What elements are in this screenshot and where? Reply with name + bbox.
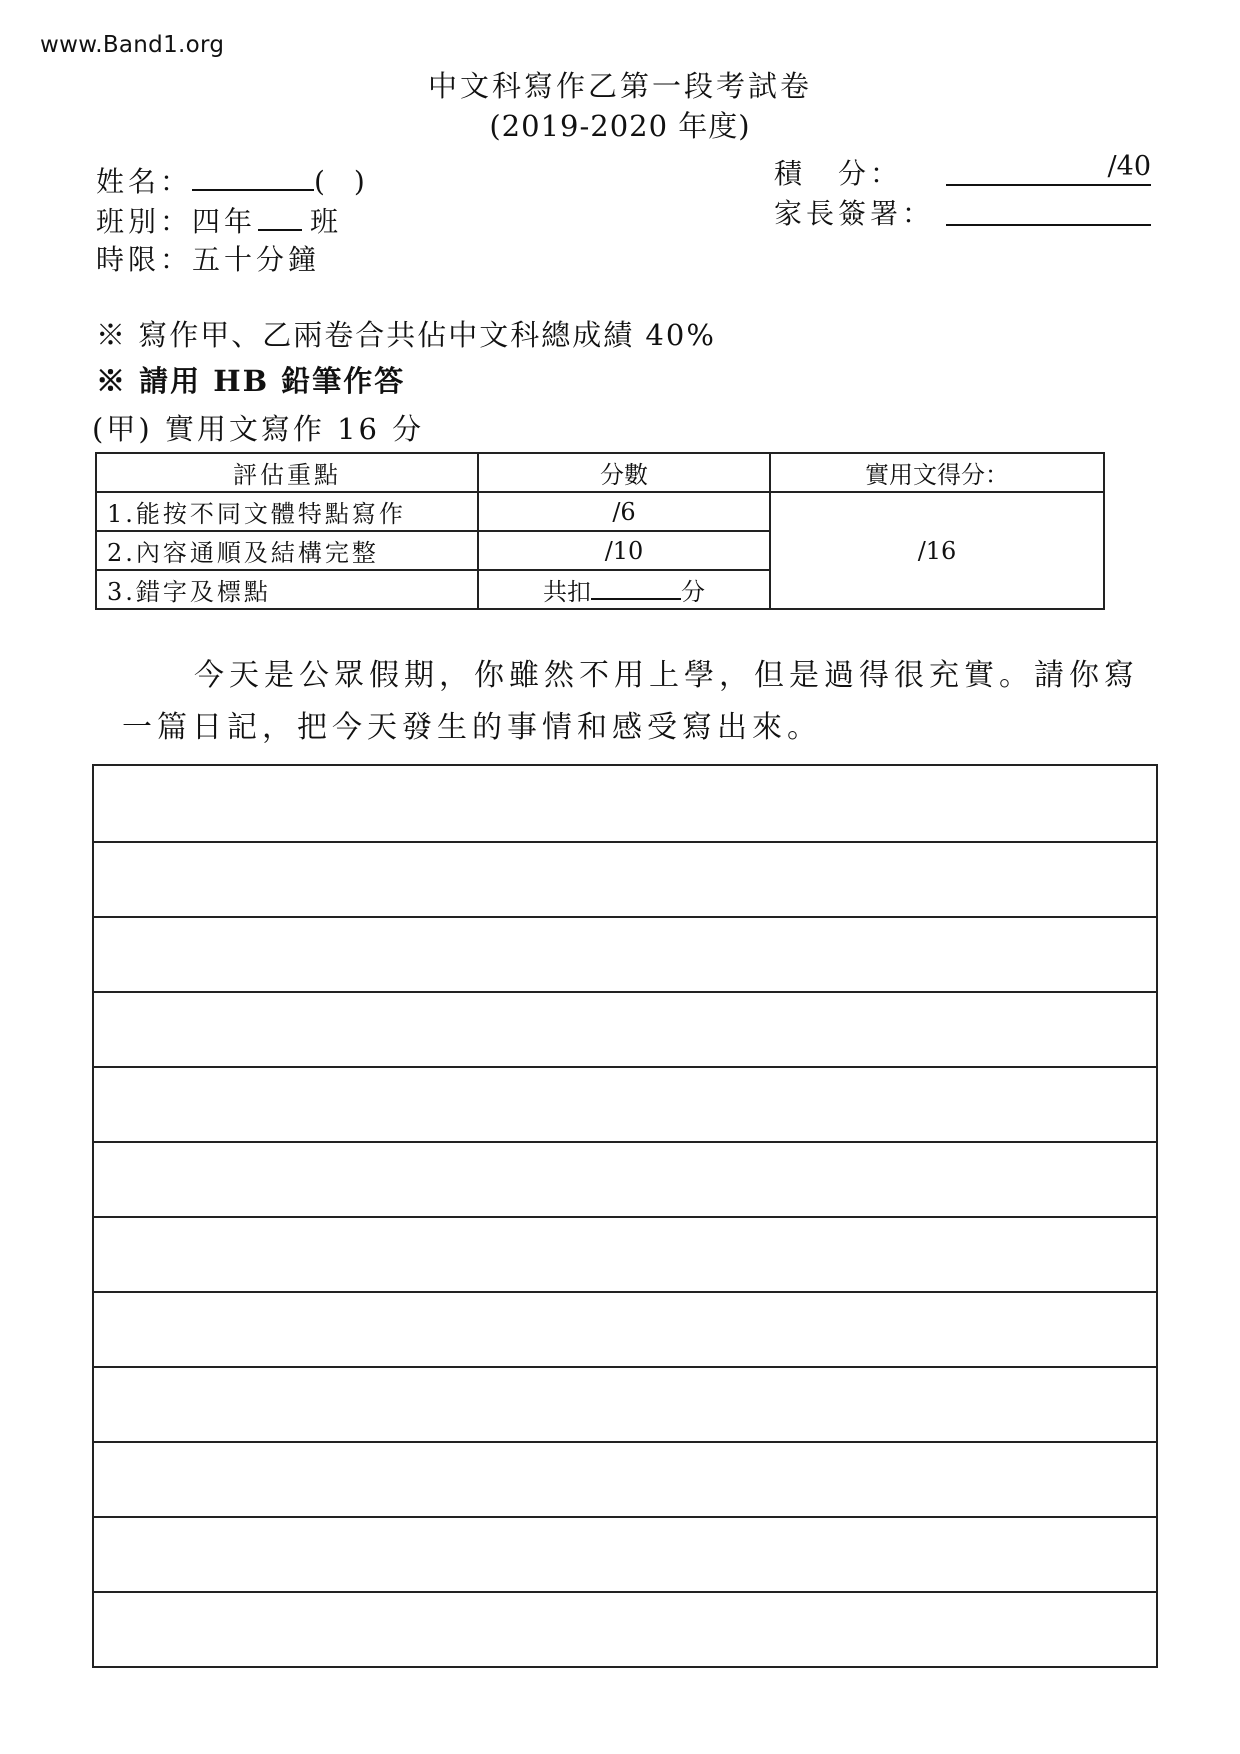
writing-line bbox=[94, 1441, 1156, 1443]
weighting-note: ※ 寫作甲、乙兩卷合共佔中文科總成績 40% bbox=[96, 318, 716, 352]
writing-line bbox=[94, 1291, 1156, 1293]
writing-line bbox=[94, 1591, 1156, 1593]
time-limit: 時限：五十分鐘 bbox=[96, 243, 321, 276]
rubric-criteria: 3.錯字及標點 bbox=[96, 570, 478, 609]
rubric-header-criteria: 評估重點 bbox=[96, 453, 478, 492]
section-heading: (甲) 實用文寫作 16 分 bbox=[92, 412, 425, 446]
deduction-suffix: 分 bbox=[681, 578, 705, 606]
writing-line bbox=[94, 1516, 1156, 1518]
writing-line bbox=[94, 841, 1156, 843]
score-label: 積 分： bbox=[774, 157, 903, 190]
writing-line bbox=[94, 1366, 1156, 1368]
rubric-score: /6 bbox=[478, 492, 770, 531]
writing-area[interactable] bbox=[92, 764, 1158, 1668]
writing-line bbox=[94, 991, 1156, 993]
prompt-line-1: 今天是公眾假期，你雖然不用上學，但是過得很充實。請你寫 bbox=[194, 658, 1139, 693]
name-label: 姓名： bbox=[96, 165, 193, 198]
writing-line bbox=[94, 1141, 1156, 1143]
prompt-line-2: 一篇日記，把今天發生的事情和感受寫出來。 bbox=[122, 710, 822, 745]
parent-signature-field[interactable] bbox=[946, 190, 1151, 226]
exam-title: 中文科寫作乙第一段考試卷 bbox=[427, 69, 812, 103]
rubric-total: /16 bbox=[770, 492, 1104, 609]
rubric-header-score: 分數 bbox=[478, 453, 770, 492]
exam-year: (2019-2020 年度) bbox=[489, 109, 751, 143]
rubric-table bbox=[95, 452, 1105, 610]
writing-line bbox=[94, 1216, 1156, 1218]
writing-line bbox=[94, 916, 1156, 918]
rubric-criteria: 1.能按不同文體特點寫作 bbox=[96, 492, 478, 531]
writing-line bbox=[94, 1066, 1156, 1068]
site-url[interactable]: www.Band1.org bbox=[40, 32, 225, 58]
class-label: 班別：四年 bbox=[96, 205, 257, 238]
name-field[interactable] bbox=[192, 167, 314, 191]
name-row bbox=[96, 160, 375, 200]
score-field[interactable] bbox=[946, 150, 1151, 186]
table-row bbox=[96, 492, 1104, 531]
parent-signature-label: 家長簽署： bbox=[774, 197, 935, 230]
rubric-header-row bbox=[96, 453, 1104, 492]
rubric-header-total: 實用文得分： bbox=[770, 453, 1104, 492]
rubric-deduction bbox=[478, 570, 770, 609]
writing-prompt bbox=[122, 650, 1162, 754]
deduction-field[interactable] bbox=[591, 580, 681, 600]
deduction-prefix: 共扣 bbox=[543, 578, 591, 606]
class-field[interactable] bbox=[258, 207, 302, 231]
pencil-note: ※ 請用 HB 鉛筆作答 bbox=[96, 364, 406, 398]
class-suffix: 班 bbox=[310, 205, 343, 238]
class-row bbox=[96, 200, 342, 240]
class-number-paren: ( ) bbox=[314, 165, 375, 198]
rubric-criteria: 2.內容通順及結構完整 bbox=[96, 531, 478, 570]
rubric-score: /10 bbox=[478, 531, 770, 570]
score-total: /40 bbox=[1107, 151, 1151, 182]
